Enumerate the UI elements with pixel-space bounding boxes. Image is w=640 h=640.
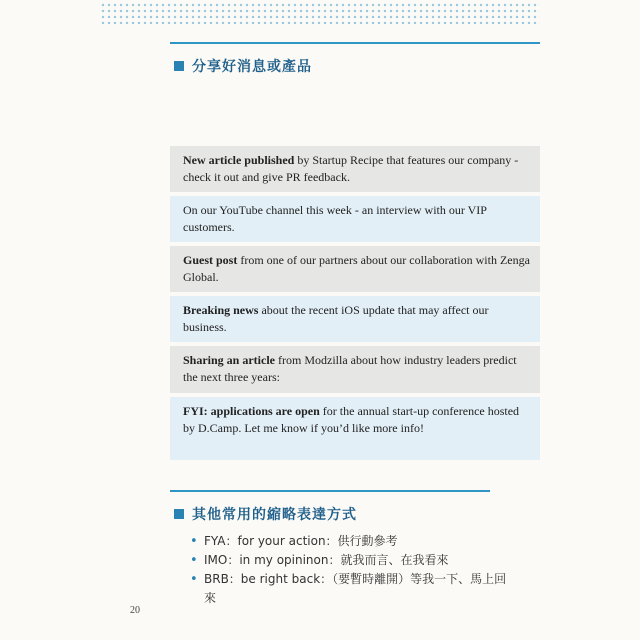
page-number: 20	[130, 605, 140, 616]
list-item	[190, 551, 510, 570]
list-item	[190, 532, 510, 551]
card-text: about the recent iOS update that may affect our business.	[183, 303, 489, 334]
abbreviation-list	[190, 532, 510, 608]
example-card	[170, 296, 540, 342]
bullet-dot-icon: •	[190, 553, 198, 568]
example-card	[170, 196, 540, 242]
example-card	[170, 246, 540, 292]
card-text: from Modzilla about how industry leaders predict the next three years:	[183, 353, 517, 384]
card-text: by Startup Recipe that features our company - check it out and give PR feedback.	[183, 153, 519, 184]
card-text: from one of our partners about our collaboration with Zenga Global.	[183, 253, 530, 284]
square-bullet-icon	[174, 509, 184, 519]
example-card	[170, 346, 540, 393]
card-bold: FYI: applications are open	[183, 404, 320, 418]
card-bold: Breaking news	[183, 303, 259, 317]
card-bold: Sharing an article	[183, 353, 275, 367]
card-bold: New article published	[183, 153, 295, 167]
card-text: for the annual start-up conference hosted by D.Camp. Let me know if you’d like more info!	[183, 404, 520, 435]
list-item-text: BRB：be right back：（要暫時離開）等我一下、馬上回來	[204, 572, 507, 605]
example-card	[170, 146, 540, 192]
list-item-text: FYA：for your action：供行動參考	[204, 534, 398, 548]
card-bold: Guest post	[183, 253, 238, 267]
section-title: 其他常用的縮略表達方式	[192, 507, 357, 523]
card-text: On our YouTube channel this week - an interview with our VIP customers.	[183, 203, 487, 234]
example-card	[170, 397, 540, 460]
list-item-text: IMO：in my opininon：就我而言、在我看來	[204, 553, 449, 567]
bullet-dot-icon: •	[190, 572, 198, 587]
square-bullet-icon	[174, 61, 184, 71]
bullet-dot-icon: •	[190, 534, 198, 549]
section-heading-share-news	[170, 42, 540, 76]
section-title: 分享好消息或產品	[192, 59, 312, 75]
section-heading-other-abbr	[170, 490, 490, 524]
dotted-header-pattern	[100, 2, 540, 24]
list-item	[190, 570, 510, 608]
